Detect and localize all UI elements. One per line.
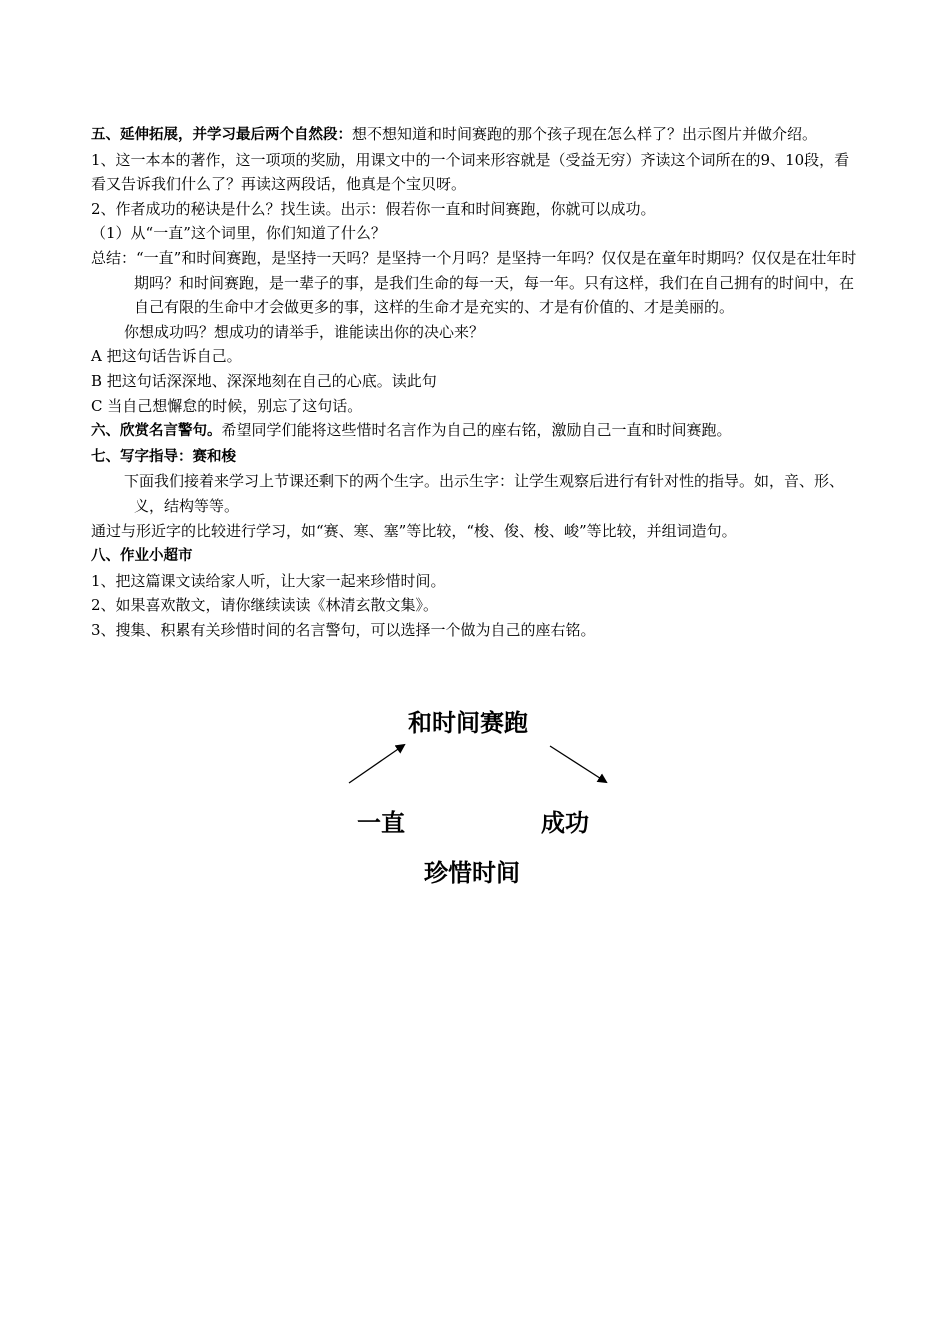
section7-text2: 通过与形近字的比较进行学习，如“赛、寒、塞”等比较，“梭、俊、梭、峻”等比较，并组词造句。 [91,521,737,540]
section5-heading: 五、延伸拓展，并学习最后两个自然段： [91,127,352,143]
section5-option-a: A 把这句话告诉自己。 [91,347,242,366]
section5-intro: 想不想知道和时间赛跑的那个孩子现在怎么样了？出示图片并做介绍。 [352,125,818,143]
section6-text: 希望同学们能将这些惜时名言作为自己的座右铭，激励自己一直和时间赛跑。 [221,421,732,440]
section6-heading: 六、欣赏名言警句。 [91,423,222,440]
section8-item1: 1、把这篇课文读给家人听，让大家一起来珍惜时间。 [91,571,446,590]
board-bottom-label: 珍惜时间 [424,859,520,887]
section5-item2: 2、作者成功的秘诀是什么？找生读。出示：假若你一直和时间赛跑，你就可以成功。 [91,199,656,218]
board-right-label: 成功 [541,809,589,837]
section8-item2: 2、如果喜欢散文，请你继续读读《林清玄散文集》。 [91,596,439,615]
arrow-up-right [349,745,404,783]
section8-heading: 八、作业小超市 [91,548,193,565]
section8-item3: 3、搜集、积累有关珍惜时间的名言警句，可以选择一个做为自己的座右铭。 [91,620,596,639]
board-left-label: 一直 [357,809,405,837]
section5-summary: 总结：“一直”和时间赛跑，是坚持一天吗？是坚持一个月吗？是坚持一年吗？仅仅是在童年时期吗？仅仅是在壮年时期吗？和时间赛跑，是一辈子的事，是我们生命的每一天，每一年。只有这样，我们在自己拥有的时间中，在自己有限的生命中才会做更多的事，这样的生命才是充实的、才是有价值的、才是美丽的。 [91,248,857,317]
board-top-label: 和时间赛跑 [408,709,528,737]
section5-item1: 1、这一本本的著作，这一项项的奖励，用课文中的一个词来形容就是（受益无穷）齐读这个词所在的9、10段，看看又告诉我们什么了？再读这两段话，他真是个宝贝呀。 [91,150,850,194]
section5-item2-sub: （1）从“一直”这个词里，你们知道了什么？ [91,224,386,243]
section7-text1: 下面我们接着来学习上节课还剩下的两个生字。出示生字：让学生观察后进行有针对性的指导。如，音、形、义，结构等等。 [124,472,845,515]
arrow-down-right [550,746,606,782]
section5-question: 你想成功吗？想成功的请举手，谁能读出你的决心来？ [124,322,485,341]
section7-heading: 七、写字指导：赛和梭 [91,448,236,465]
section5-option-c: C 当自己想懈怠的时候，别忘了这句话。 [91,396,363,415]
section5-option-b: B 把这句话深深地、深深地刻在自己的心底。读此句 [91,371,437,390]
